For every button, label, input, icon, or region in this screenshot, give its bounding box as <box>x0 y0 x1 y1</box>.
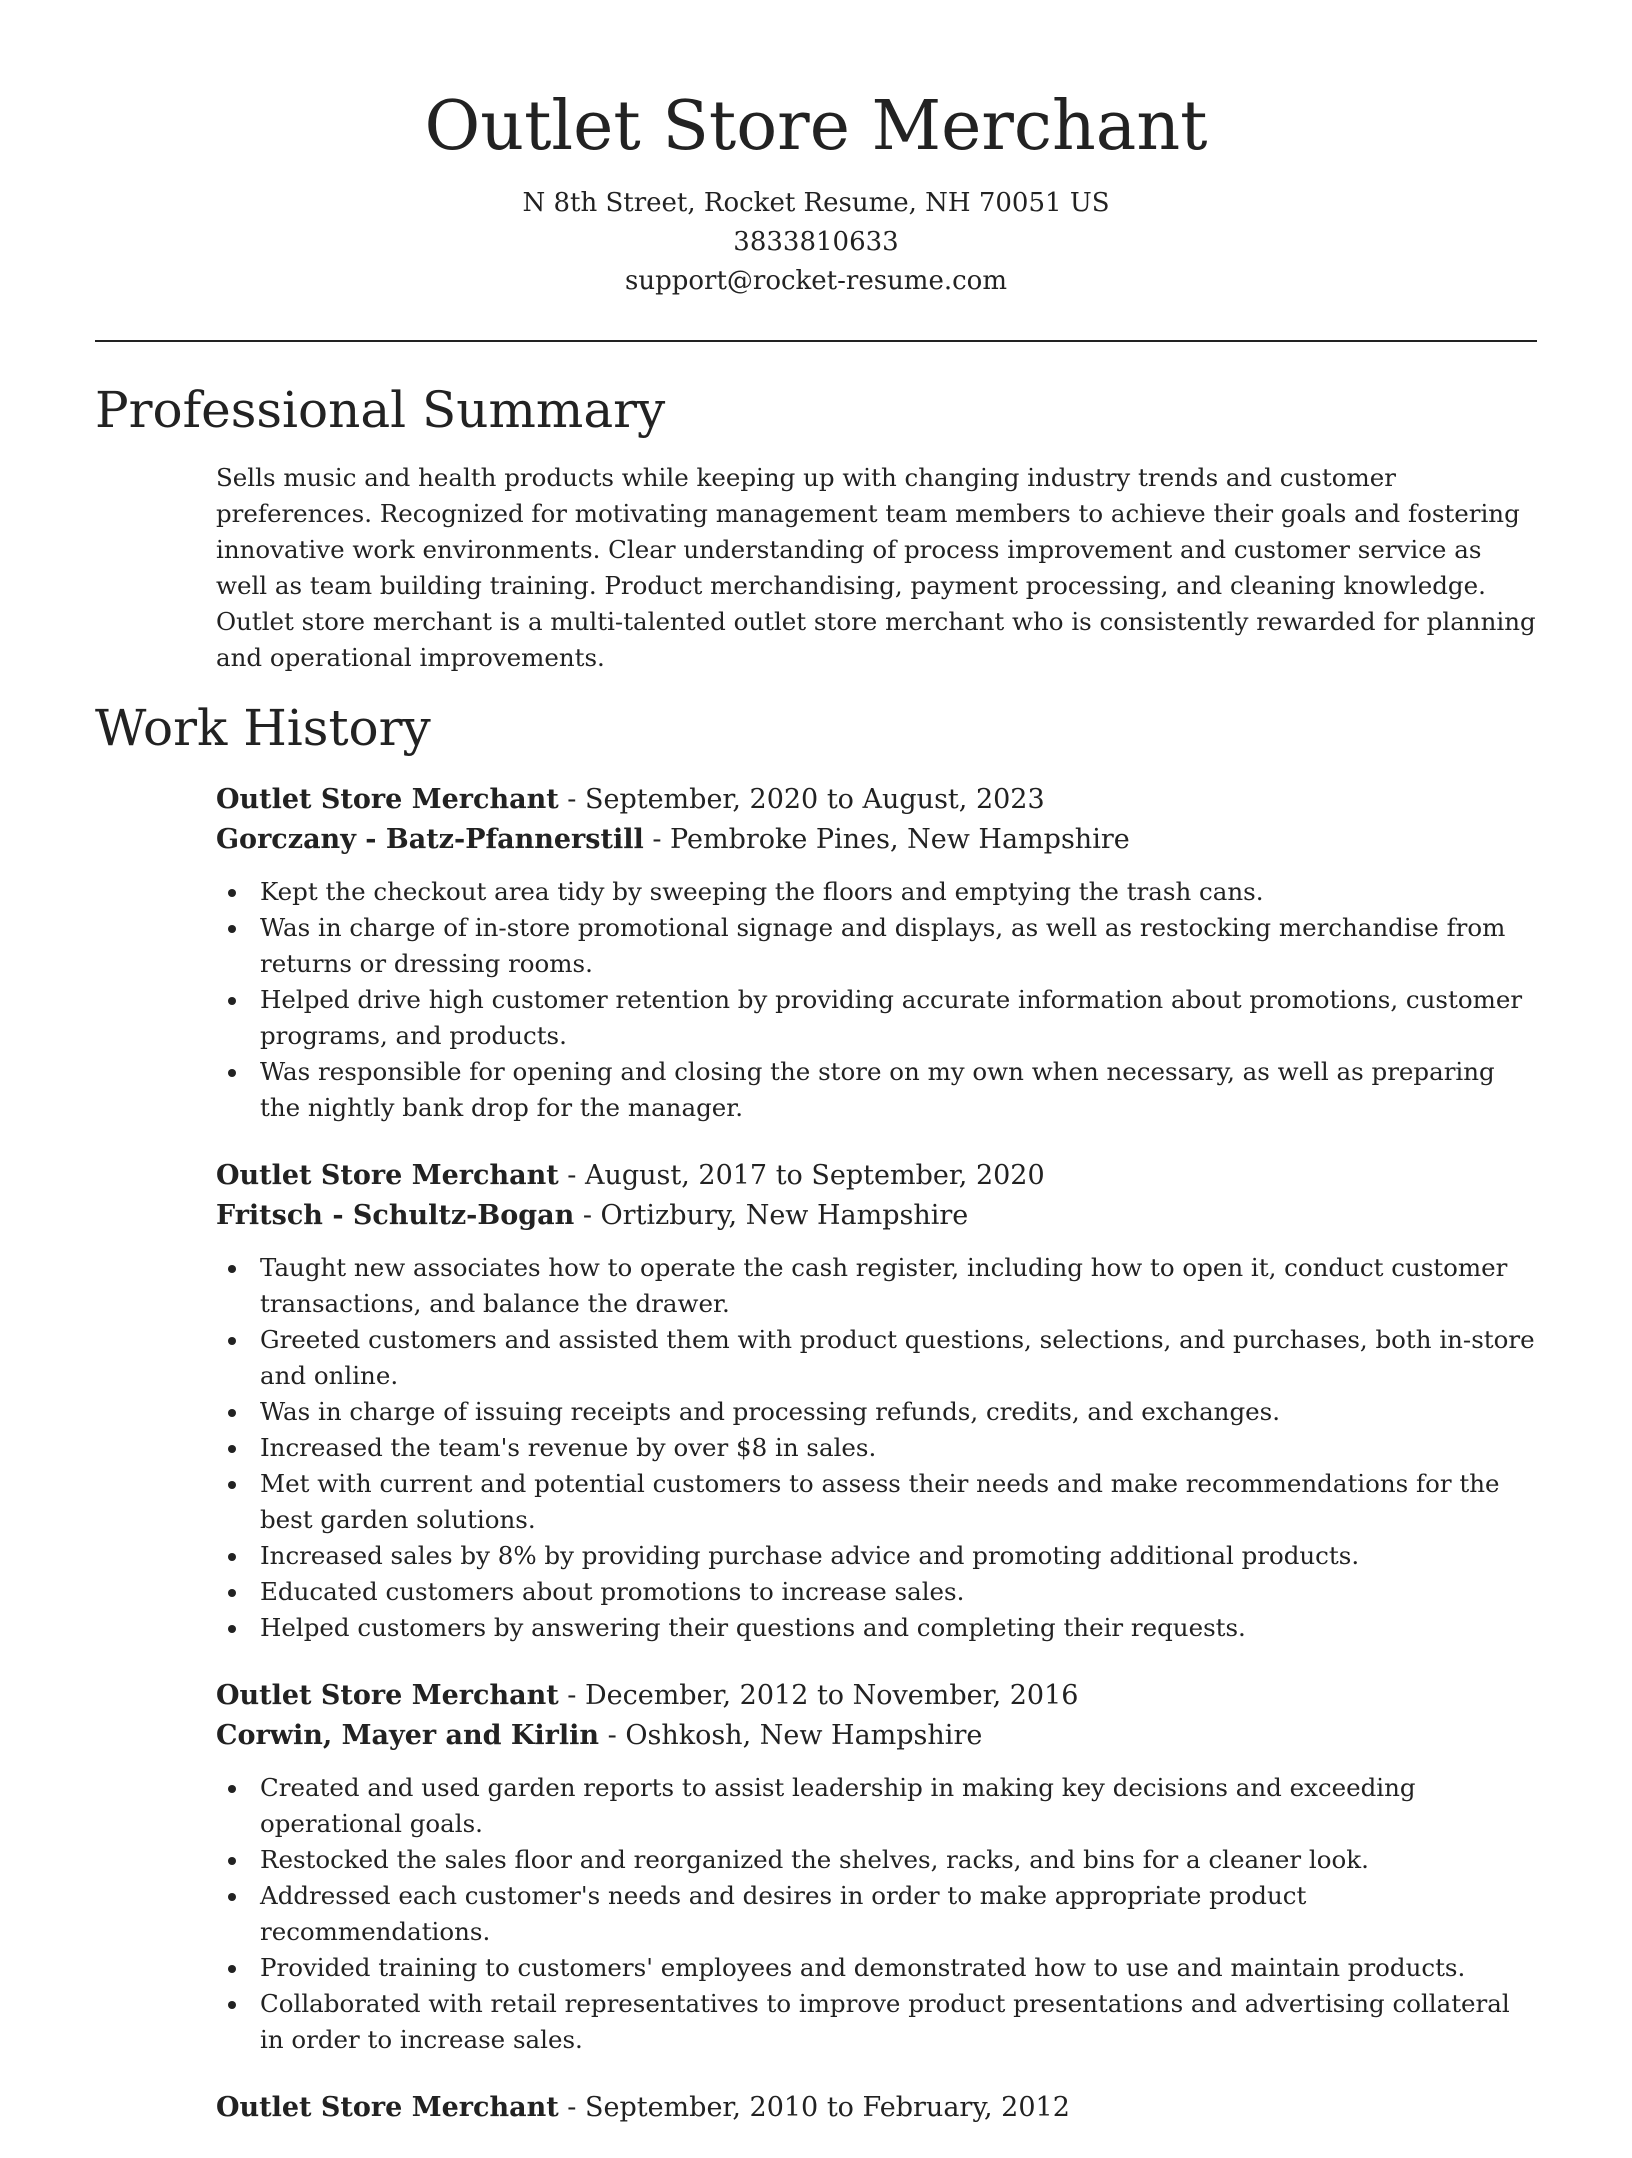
contact-address: N 8th Street, Rocket Resume, NH 70051 US <box>522 188 1110 218</box>
work-history-list <box>216 780 1536 2158</box>
job-bullet-list <box>216 1770 1536 2058</box>
job-bullet: Addressed each customer's needs and desires in order to make appropriate product recommendations. <box>260 1878 1536 1950</box>
job-dates: September, 2020 to August, 2023 <box>584 784 1045 815</box>
job-dates: August, 2017 to September, 2020 <box>584 1160 1045 1191</box>
job-bullet: Increased sales by 8% by providing purchase advice and promoting additional products. <box>260 1538 1536 1574</box>
job-title-line: Outlet Store Merchant - September, 2020 to August, 2023 <box>216 784 1045 815</box>
job-bullet: Kept the checkout area tidy by sweeping the floors and emptying the trash cans. <box>260 874 1536 910</box>
job-location: Ortizbury, New Hampshire <box>600 1200 969 1231</box>
job-title-line: Outlet Store Merchant - August, 2017 to September, 2020 <box>216 1160 1045 1191</box>
job-bullet: Provided training to customers' employees and demonstrated how to use and maintain products. <box>260 1950 1536 1986</box>
job-bullet: Met with current and potential customers to assess their needs and make recommendations for the best garden solutions. <box>260 1466 1536 1538</box>
job-title-line: Outlet Store Merchant - December, 2012 to November, 2016 <box>216 1680 1079 1711</box>
job-bullet: Increased the team's revenue by over $8 in sales. <box>260 1430 1536 1466</box>
job-company: Corwin, Mayer and Kirlin <box>216 1720 600 1751</box>
job-company: Fritsch - Schultz-Bogan <box>216 1200 575 1231</box>
job-bullet-list <box>216 874 1536 1126</box>
job-bullet: Was in charge of in-store promotional signage and displays, as well as restocking merchandise from returns or dressing rooms. <box>260 910 1536 982</box>
job-bullet: Restocked the sales floor and reorganized the shelves, racks, and bins for a cleaner look. <box>260 1842 1536 1878</box>
job-entry <box>216 780 1536 1126</box>
job-title-line: Outlet Store Merchant - September, 2010 to February, 2012 <box>216 2092 1070 2123</box>
job-company-line: Corwin, Mayer and Kirlin - Oshkosh, New Hampshire <box>216 1720 983 1751</box>
job-entry <box>216 1676 1536 2058</box>
job-company-line: Fritsch - Schultz-Bogan - Ortizbury, New Hampshire <box>216 1200 969 1231</box>
resume-header <box>0 0 1632 301</box>
job-title: Outlet Store Merchant <box>216 784 559 815</box>
job-bullet: Was responsible for opening and closing the store on my own when necessary, as well as preparing the nightly bank drop for the manager. <box>260 1054 1536 1126</box>
job-bullet: Created and used garden reports to assist leadership in making key decisions and exceeding operational goals. <box>260 1770 1536 1842</box>
job-entry <box>216 1156 1536 1646</box>
job-dates: September, 2010 to February, 2012 <box>584 2092 1070 2123</box>
contact-email: support@rocket-resume.com <box>624 266 1007 296</box>
job-title: Outlet Store Merchant <box>216 2092 559 2123</box>
work-history-heading: Work History <box>95 699 431 757</box>
job-location: Oshkosh, New Hampshire <box>625 1720 983 1751</box>
candidate-name: Outlet Store Merchant <box>424 87 1208 166</box>
job-location: Pembroke Pines, New Hampshire <box>670 824 1130 855</box>
job-company-line: Gorczany - Batz-Pfannerstill - Pembroke Pines, New Hampshire <box>216 824 1130 855</box>
job-bullet-list <box>216 1250 1536 1646</box>
header-divider <box>95 340 1537 342</box>
job-company: Gorczany - Batz-Pfannerstill <box>216 824 644 855</box>
job-entry <box>216 2088 1536 2128</box>
job-bullet: Taught new associates how to operate the cash register, including how to open it, conduct customer transactions, and balance the drawer. <box>260 1250 1536 1322</box>
summary-heading: Professional Summary <box>95 381 666 439</box>
job-title: Outlet Store Merchant <box>216 1680 559 1711</box>
job-dates: December, 2012 to November, 2016 <box>584 1680 1079 1711</box>
contact-phone: 3833810633 <box>733 227 899 257</box>
job-bullet: Greeted customers and assisted them with product questions, selections, and purchases, both in-store and online. <box>260 1322 1536 1394</box>
job-bullet: Educated customers about promotions to increase sales. <box>260 1574 1536 1610</box>
job-title: Outlet Store Merchant <box>216 1160 559 1191</box>
contact-info <box>0 184 1632 301</box>
job-bullet: Collaborated with retail representatives to improve product presentations and advertising collateral in order to increase sales. <box>260 1986 1536 2058</box>
job-bullet: Was in charge of issuing receipts and processing refunds, credits, and exchanges. <box>260 1394 1536 1430</box>
summary-text: Sells music and health products while keeping up with changing industry trends and customer preferences. Recognized for motivating management team members to achieve their goals and fostering innovative work environments. Clear understanding of process improvement and customer service as well as team building training. Product merchandising, payment processing, and cleaning knowledge. Outlet store merchant is a multi-talented outlet store merchant who is consistently rewarded for planning and operational improvements. <box>216 463 1536 672</box>
job-bullet: Helped drive high customer retention by providing accurate information about promotions, customer programs, and products. <box>260 982 1536 1054</box>
job-bullet: Helped customers by answering their questions and completing their requests. <box>260 1610 1536 1646</box>
